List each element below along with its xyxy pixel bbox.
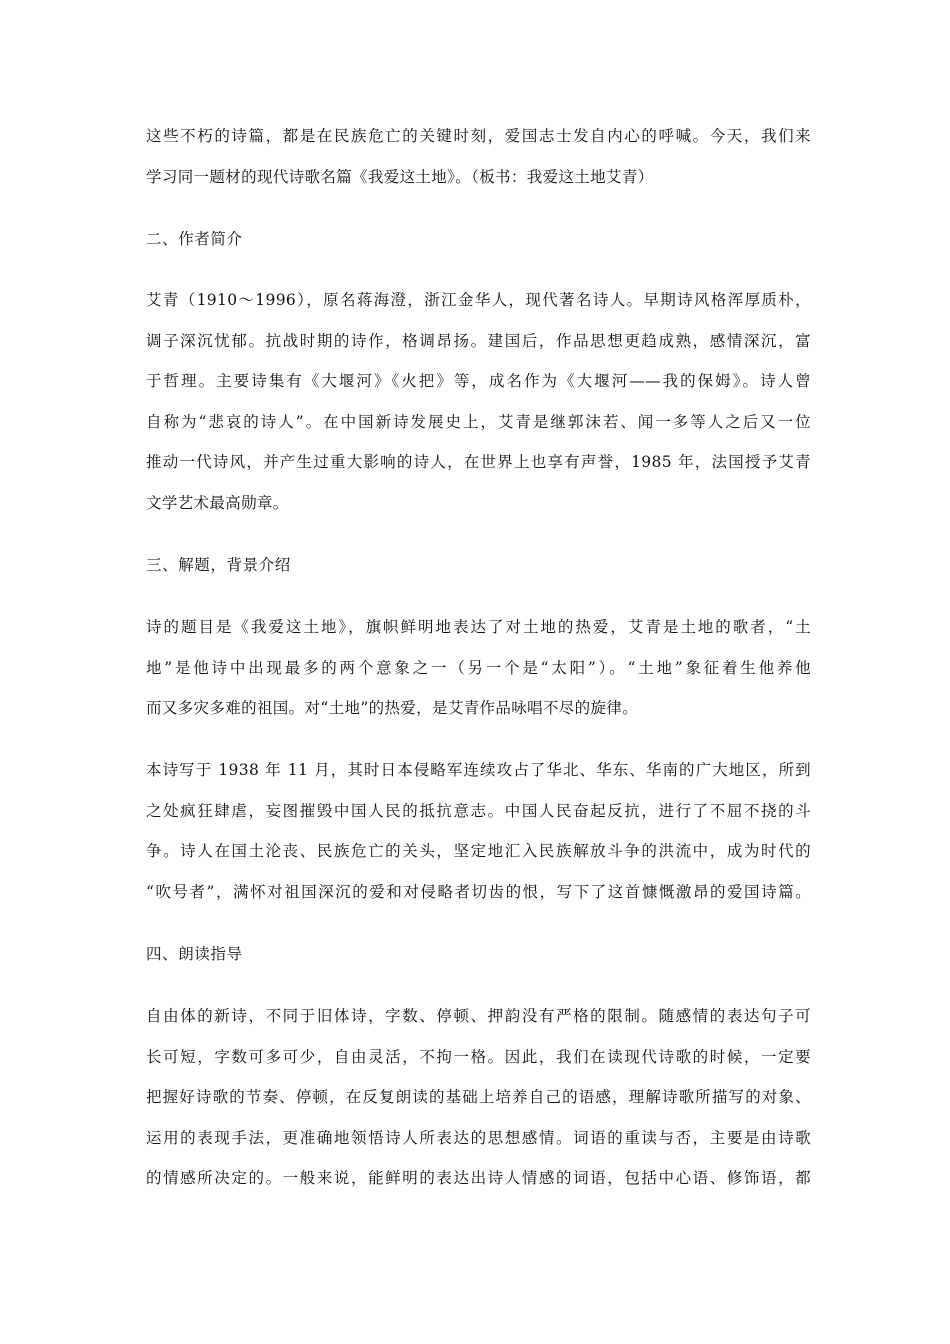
paragraph-line: 自称为“悲哀的诗人”。在中国新诗发展史上，艾青是继郭沫若、闻一多等人之后又一位 [146, 412, 811, 431]
paragraph-line: 地”是他诗中出现最多的两个意象之一（另一个是“太阳”）。“土地”象征着生他养他 [146, 658, 811, 677]
section-heading: 二、作者简介 [146, 230, 243, 248]
paragraph-line: 本诗写于 1938 年 11 月，其时日本侵略军连续攻占了华北、华东、华南的广大地区，所到 [146, 761, 811, 779]
section-heading-author [146, 219, 811, 260]
paragraph-line: 自由体的新诗，不同于旧体诗，字数、停顿、押韵没有严格的限制。随感情的表达句子可 [146, 1007, 811, 1025]
section-heading-background [146, 545, 811, 586]
paragraph-line: 于哲理。主要诗集有《大堰河》《火把》等，成名作为《大堰河——我的保姆》。诗人曾 [146, 372, 811, 390]
paragraph-line: 文学艺术最高勋章。 [146, 493, 289, 512]
paragraph-line: “吹号者”，满怀对祖国深沉的爱和对侵略者切齿的恨，写下了这首慷慨激昂的爱国诗篇。 [146, 882, 811, 901]
section-heading: 三、解题，背景介绍 [146, 556, 291, 574]
paragraph-line: 之处疯狂肆虐，妄图摧毁中国人民的抵抗意志。中国人民奋起反抗，进行了不屈不挠的斗 [146, 801, 811, 820]
author-paragraph [146, 280, 811, 523]
paragraph-line: 运用的表现手法，更准确地领悟诗人所表达的思想感情。词语的重读与否，主要是由诗歌 [146, 1128, 811, 1147]
paragraph-line: 的情感所决定的。一般来说，能鲜明的表达出诗人情感的词语，包括中心语、修饰语，都 [146, 1169, 811, 1187]
paragraph-line: 长可短，字数可多可少，自由灵活，不拘一格。因此，我们在读现代诗歌的时候，一定要 [146, 1047, 811, 1066]
title-paragraph [146, 607, 811, 729]
paragraph-line: 而又多灾多难的祖国。对“土地”的热爱，是艾青作品咏唱不尽的旋律。 [146, 699, 639, 717]
paragraph-line: 争。诗人在国土沦丧、民族危亡的关头，坚定地汇入民族解放斗争的洪流中，成为时代的 [146, 842, 811, 860]
paragraph-line: 调子深沉忧郁。抗战时期的诗作，格调昂扬。建国后，作品思想更趋成熟，感情深沉，富 [146, 331, 811, 350]
paragraph-line: 诗的题目是《我爱这土地》，旗帜鲜明地表达了对土地的热爱，艾青是土地的歌者，“土 [146, 618, 811, 636]
section-heading: 四、朗读指导 [146, 945, 243, 963]
intro-paragraph [146, 116, 811, 197]
background-paragraph [146, 750, 811, 912]
section-heading-reading [146, 934, 811, 975]
paragraph-line: 推动一代诗风，并产生过重大影响的诗人，在世界上也享有声誉，1985 年，法国授予艾青 [146, 453, 811, 471]
paragraph-line: 学习同一题材的现代诗歌名篇《我爱这土地》。（板书：我爱这土地艾青） [146, 167, 654, 186]
paragraph-line: 艾青（1910～1996），原名蒋海澄，浙江金华人，现代著名诗人。早期诗风格浑厚质朴， [146, 291, 811, 309]
paragraph-line: 把握好诗歌的节奏、停顿，在反复朗读的基础上培养自己的语感，理解诗歌所描写的对象、 [146, 1088, 811, 1106]
paragraph-line: 这些不朽的诗篇，都是在民族危亡的关键时刻，爱国志士发自内心的呼喊。今天，我们来 [146, 127, 811, 145]
reading-paragraph [146, 996, 811, 1199]
